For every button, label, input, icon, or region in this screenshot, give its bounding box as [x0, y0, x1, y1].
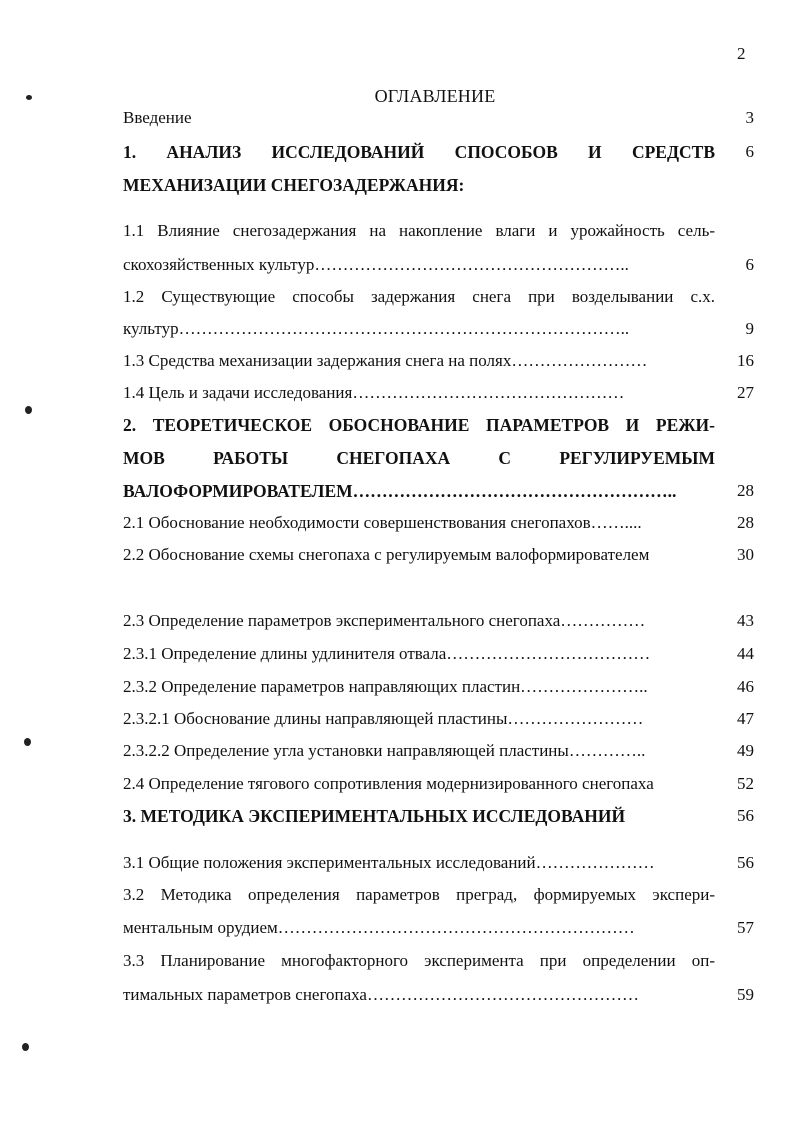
toc-chapter-2-line1: 2. ТЕОРЕТИЧЕСКОЕ ОБОСНОВАНИЕ ПАРАМЕТРОВ И РЕЖИ-	[123, 415, 715, 435]
toc-page-2-1: 28	[737, 513, 754, 532]
toc-entry-2-3-2-1: 2.3.2.1 Обоснование длины направляющей пластины……………………	[123, 709, 644, 728]
scan-speck	[24, 738, 31, 746]
scan-speck	[22, 1043, 29, 1051]
toc-entry-3-1: 3.1 Общие положения экспериментальных исследований…………………	[123, 853, 655, 872]
toc-page-3-3: 59	[737, 985, 754, 1004]
toc-chapter-1-line2: МЕХАНИЗАЦИИ СНЕГОЗАДЕРЖАНИЯ:	[123, 175, 465, 195]
scan-speck	[25, 406, 32, 414]
toc-entry-intro: Введение	[123, 108, 192, 127]
toc-page-1-2: 9	[745, 319, 754, 338]
toc-page-2-3-1: 44	[737, 644, 754, 663]
toc-chapter-2-line2: МОВ РАБОТЫ СНЕГОПАХА С РЕГУЛИРУЕМЫМ	[123, 448, 715, 468]
toc-page-3-1: 56	[737, 853, 754, 872]
toc-entry-2-1: 2.1 Обоснование необходимости совершенствования снегопахов……....	[123, 513, 642, 532]
toc-page-2-3-2-1: 47	[737, 709, 754, 728]
toc-page-2-2: 30	[737, 545, 754, 564]
toc-page-3-2: 57	[737, 918, 754, 937]
toc-page-intro: 3	[745, 108, 754, 127]
toc-entry-2-4: 2.4 Определение тягового сопротивления модернизированного снегопаха	[123, 774, 654, 793]
toc-page-2-4: 52	[737, 774, 754, 793]
toc-entry-1-2-line2: культур……………………………………………………………………..	[123, 319, 630, 338]
toc-page-chapter-2: 28	[737, 481, 754, 500]
toc-page-1-3: 16	[737, 351, 754, 370]
toc-entry-1-2-line1: 1.2 Существующие способы задержания снега при возделывании с.х.	[123, 287, 715, 306]
toc-entry-2-3-1: 2.3.1 Определение длины удлинителя отвала………………………………	[123, 644, 651, 663]
toc-entry-3-2-line2: ментальным орудием………………………………………………………	[123, 918, 635, 937]
toc-chapter-2-line3: ВАЛОФОРМИРОВАТЕЛЕМ………………………………………………..	[123, 481, 677, 501]
toc-page-1-1: 6	[745, 255, 754, 274]
toc-entry-1-1-line2: скохозяйственных культур………………………………………………..	[123, 255, 629, 274]
page-number: 2	[737, 44, 746, 63]
toc-chapter-1-line1: 1. АНАЛИЗ ИССЛЕДОВАНИЙ СПОСОБОВ И СРЕДСТВ	[123, 142, 715, 162]
toc-page-chapter-1: 6	[745, 142, 754, 161]
toc-entry-2-2: 2.2 Обоснование схемы снегопаха с регулируемым валоформирователем	[123, 545, 650, 564]
toc-page-2-3-2-2: 49	[737, 741, 754, 760]
toc-entry-2-3-2-2: 2.3.2.2 Определение угла установки направляющей пластины…………..	[123, 741, 646, 760]
toc-entry-2-3: 2.3 Определение параметров экспериментального снегопаха……………	[123, 611, 646, 630]
toc-entry-2-3-2: 2.3.2 Определение параметров направляющих пластин…………………..	[123, 677, 648, 696]
toc-entry-3-3-line2: тимальных параметров снегопаха…………………………………………	[123, 985, 639, 1004]
toc-entry-1-1-line1: 1.1 Влияние снегозадержания на накопление влаги и урожайность сель-	[123, 221, 715, 240]
toc-entry-3-3-line1: 3.3 Планирование многофакторного эксперимента при определении оп-	[123, 951, 715, 970]
toc-entry-1-4: 1.4 Цель и задачи исследования…………………………………………	[123, 383, 625, 402]
toc-entry-3-2-line1: 3.2 Методика определения параметров преград, формируемых экспери-	[123, 885, 715, 904]
toc-page-chapter-3: 56	[737, 806, 754, 825]
toc-heading: ОГЛАВЛЕНИЕ	[374, 86, 496, 106]
toc-page-1-4: 27	[737, 383, 754, 402]
scan-speck	[26, 95, 32, 100]
toc-page-2-3: 43	[737, 611, 754, 630]
toc-page-2-3-2: 46	[737, 677, 754, 696]
toc-chapter-3: 3. МЕТОДИКА ЭКСПЕРИМЕНТАЛЬНЫХ ИССЛЕДОВАНИЙ	[123, 806, 626, 826]
toc-entry-1-3: 1.3 Средства механизации задержания снега на полях……………………	[123, 351, 648, 370]
